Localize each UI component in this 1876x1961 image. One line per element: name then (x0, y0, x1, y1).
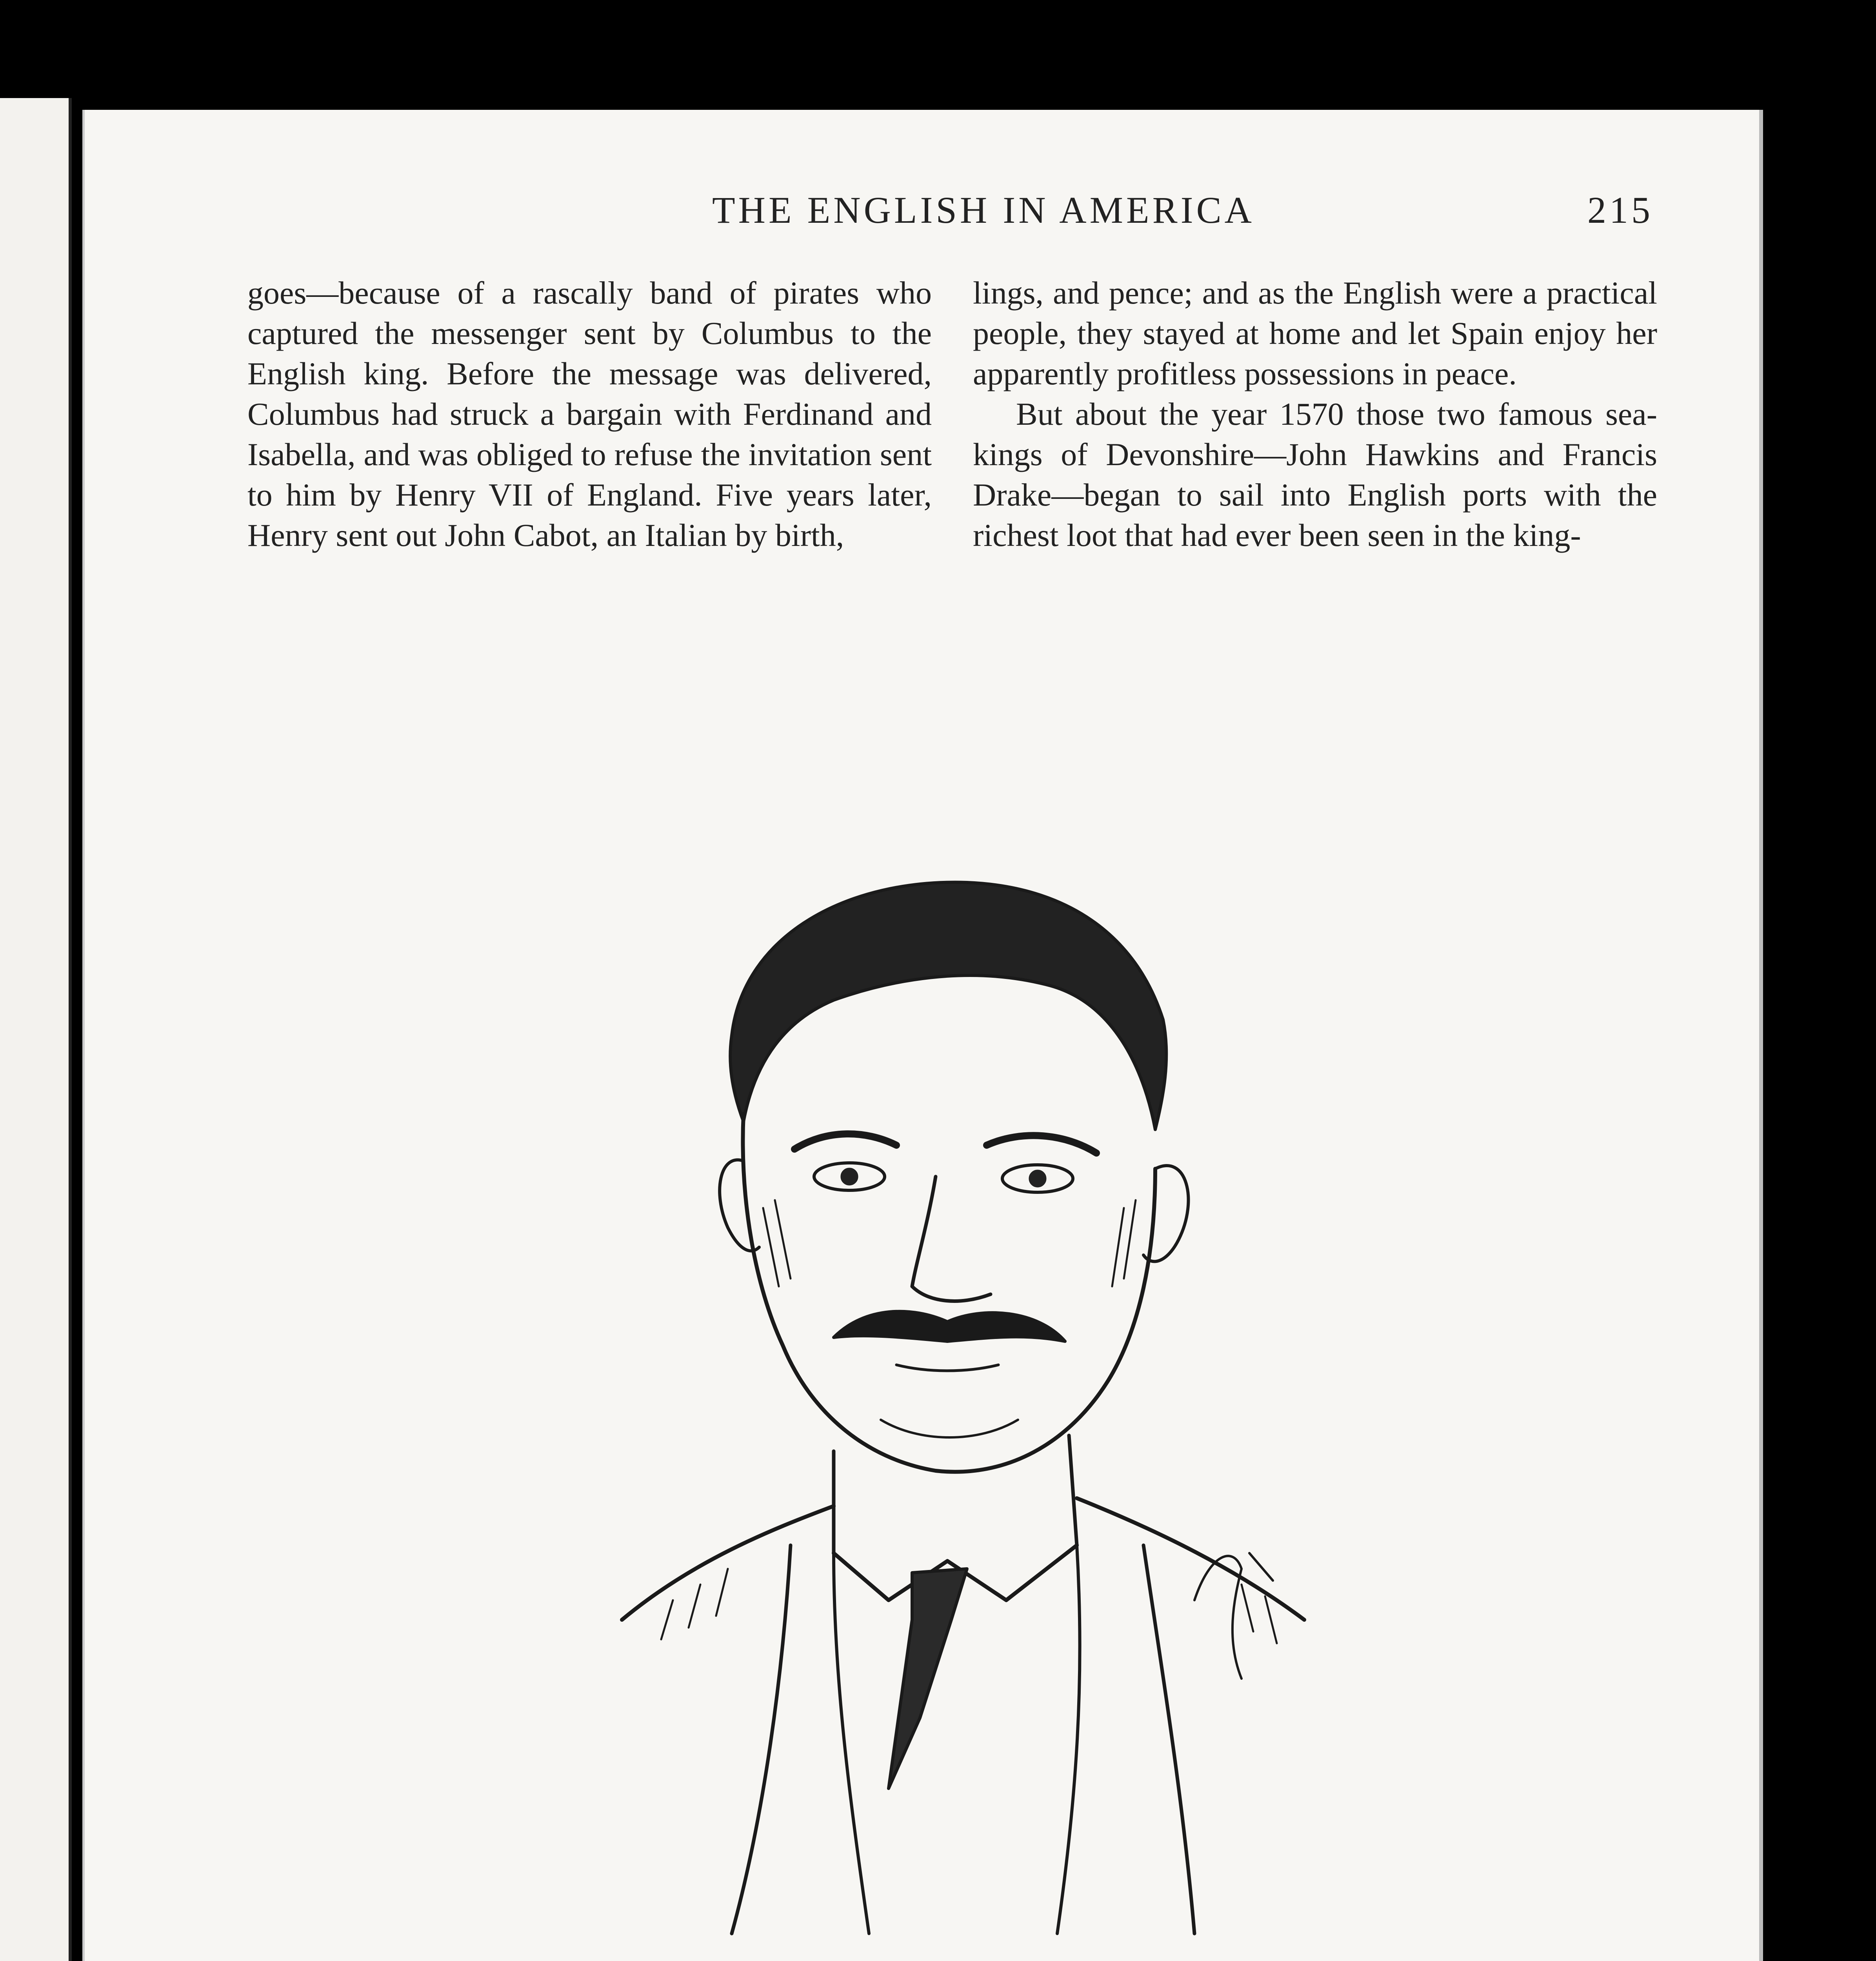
paragraph: lings, and pence; and as the English were a practical people, they stayed at home and let Spain enjoy her apparently profitless possessions in peace. (973, 275, 1657, 391)
facing-page-edge (0, 98, 72, 1961)
paragraph: But about the year 1570 those two famous sea-kings of Devonshire—John Hawkins and Francis Drake—began to sail into English ports with the richest loot that had ever been seen in the king- (973, 396, 1657, 553)
paragraph: goes—because of a rascally band of pirates who captured the messenger sent by Columbus to the English king. Before the message was delivered, Columbus had struck a bargain with Ferdinand and Isabella, and was obliged to refuse the invitation sent to him by Henry VII of England. Five years later, Henry sent out John Cabot, an Italian by birth, (247, 275, 932, 553)
book-page (82, 110, 1763, 1961)
column-top-right (973, 273, 1657, 555)
column-top-left (247, 273, 932, 555)
running-title: THE ENGLISH IN AMERICA (712, 189, 1255, 231)
page-number: 215 (1587, 189, 1653, 231)
running-head (249, 188, 1653, 243)
portrait-illustration (614, 816, 1359, 1961)
